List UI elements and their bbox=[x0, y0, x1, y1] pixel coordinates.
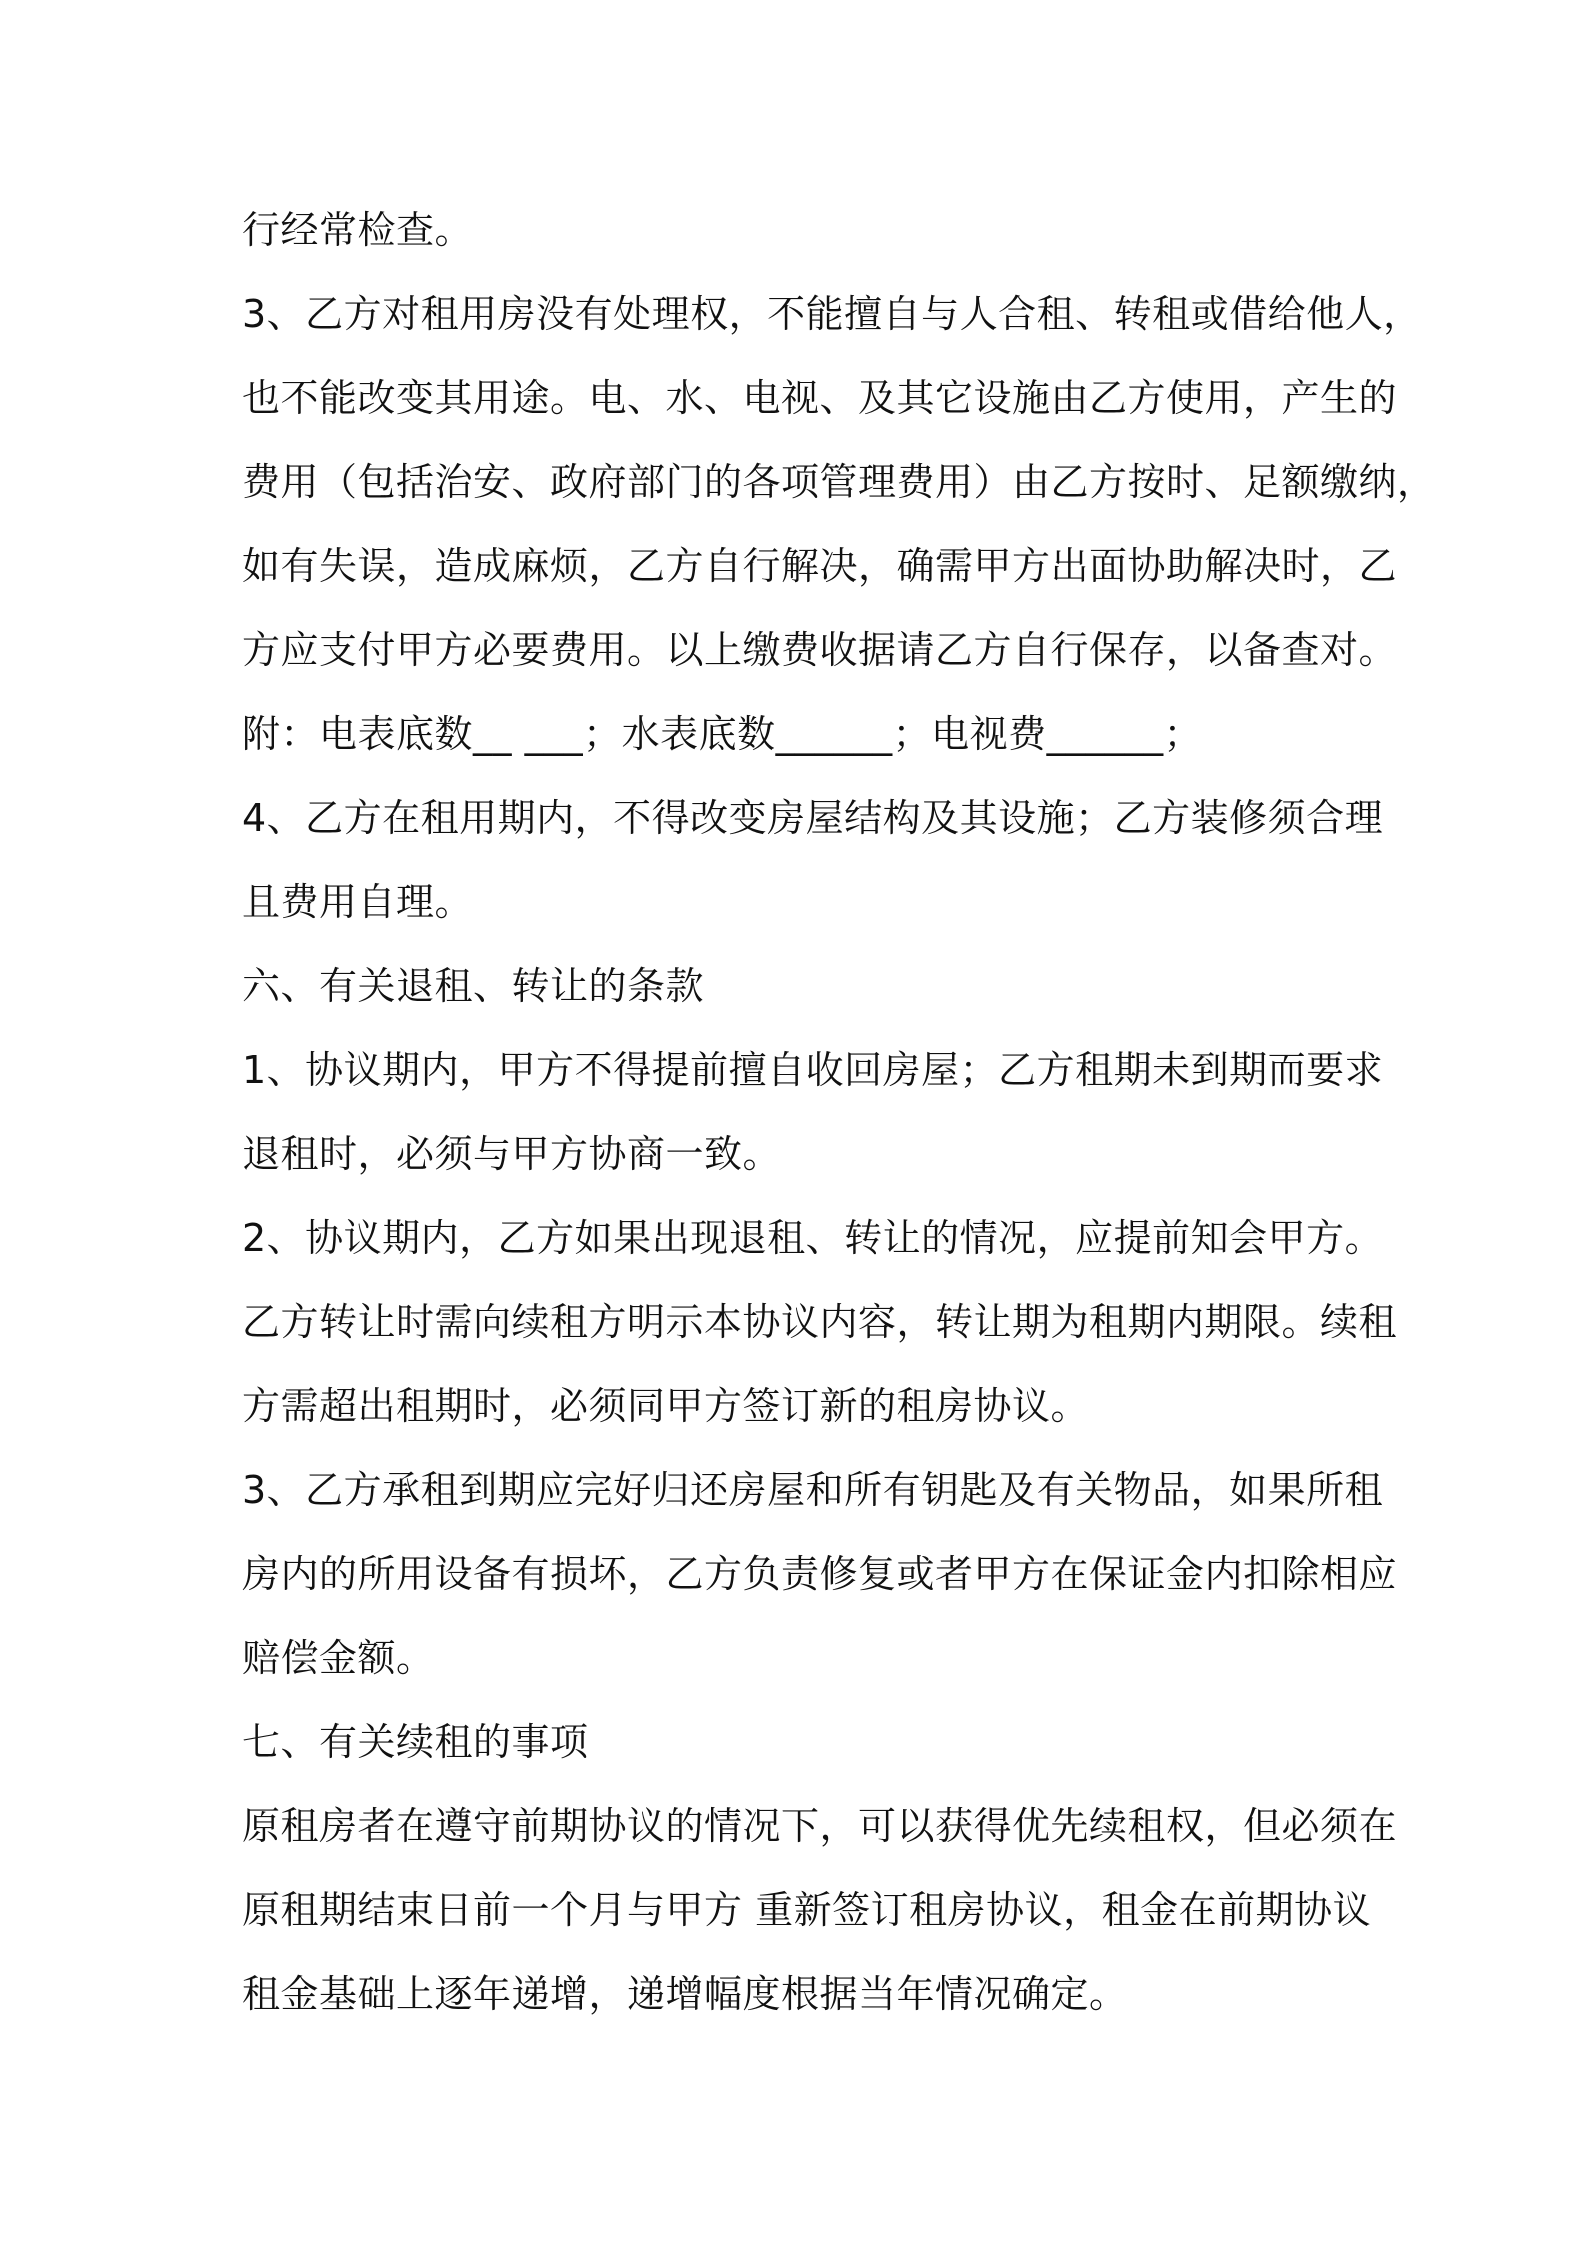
text-line: 4、乙方在租用期内，不得改变房屋结构及其设施；乙方装修须合理 bbox=[242, 796, 1384, 840]
text-line: 1、协议期内，甲方不得提前擅自收回房屋；乙方租期未到期而要求 bbox=[242, 1048, 1384, 1092]
text-line: 方应支付甲方必要费用。以上缴费收据请乙方自行保存，以备查对。 bbox=[242, 628, 1398, 672]
document-body bbox=[242, 188, 1436, 2036]
text-line: 行经常检查。 bbox=[242, 208, 474, 252]
section-heading: 七、有关续租的事项 bbox=[242, 1720, 589, 1764]
meter-readings-line: 附：电表底数__ ___；水表底数______；电视费______； bbox=[242, 712, 1203, 756]
text-line: 方需超出租期时，必须同甲方签订新的租房协议。 bbox=[242, 1384, 1090, 1428]
text-line: 乙方转让时需向续租方明示本协议内容，转让期为租期内期限。续租 bbox=[242, 1300, 1398, 1344]
text-line: 赔偿金额。 bbox=[242, 1636, 435, 1680]
text-line: 租金基础上逐年递增，递增幅度根据当年情况确定。 bbox=[242, 1972, 1128, 2016]
text-line: 房内的所用设备有损坏，乙方负责修复或者甲方在保证金内扣除相应 bbox=[242, 1552, 1398, 1596]
section-heading: 六、有关退租、转让的条款 bbox=[242, 964, 705, 1008]
text-line: 且费用自理。 bbox=[242, 880, 474, 924]
text-line: 3、乙方对租用房没有处理权，不能擅自与人合租、转租或借给他人， bbox=[242, 292, 1422, 336]
text-line: 如有失误，造成麻烦，乙方自行解决，确需甲方出面协助解决时，乙 bbox=[242, 544, 1398, 588]
text-line: 费用（包括治安、政府部门的各项管理费用）由乙方按时、足额缴纳， bbox=[242, 460, 1436, 504]
text-line: 退租时，必须与甲方协商一致。 bbox=[242, 1132, 782, 1176]
text-line: 3、乙方承租到期应完好归还房屋和所有钥匙及有关物品，如果所租 bbox=[242, 1468, 1384, 1512]
text-line: 也不能改变其用途。电、水、电视、及其它设施由乙方使用，产生的 bbox=[242, 376, 1398, 420]
text-line: 原租期结束日前一个月与甲方 重新签订租房协议，租金在前期协议 bbox=[242, 1888, 1372, 1932]
text-line: 2、协议期内，乙方如果出现退租、转让的情况，应提前知会甲方。 bbox=[242, 1216, 1384, 1260]
text-line: 原租房者在遵守前期协议的情况下，可以获得优先续租权，但必须在 bbox=[242, 1804, 1398, 1848]
